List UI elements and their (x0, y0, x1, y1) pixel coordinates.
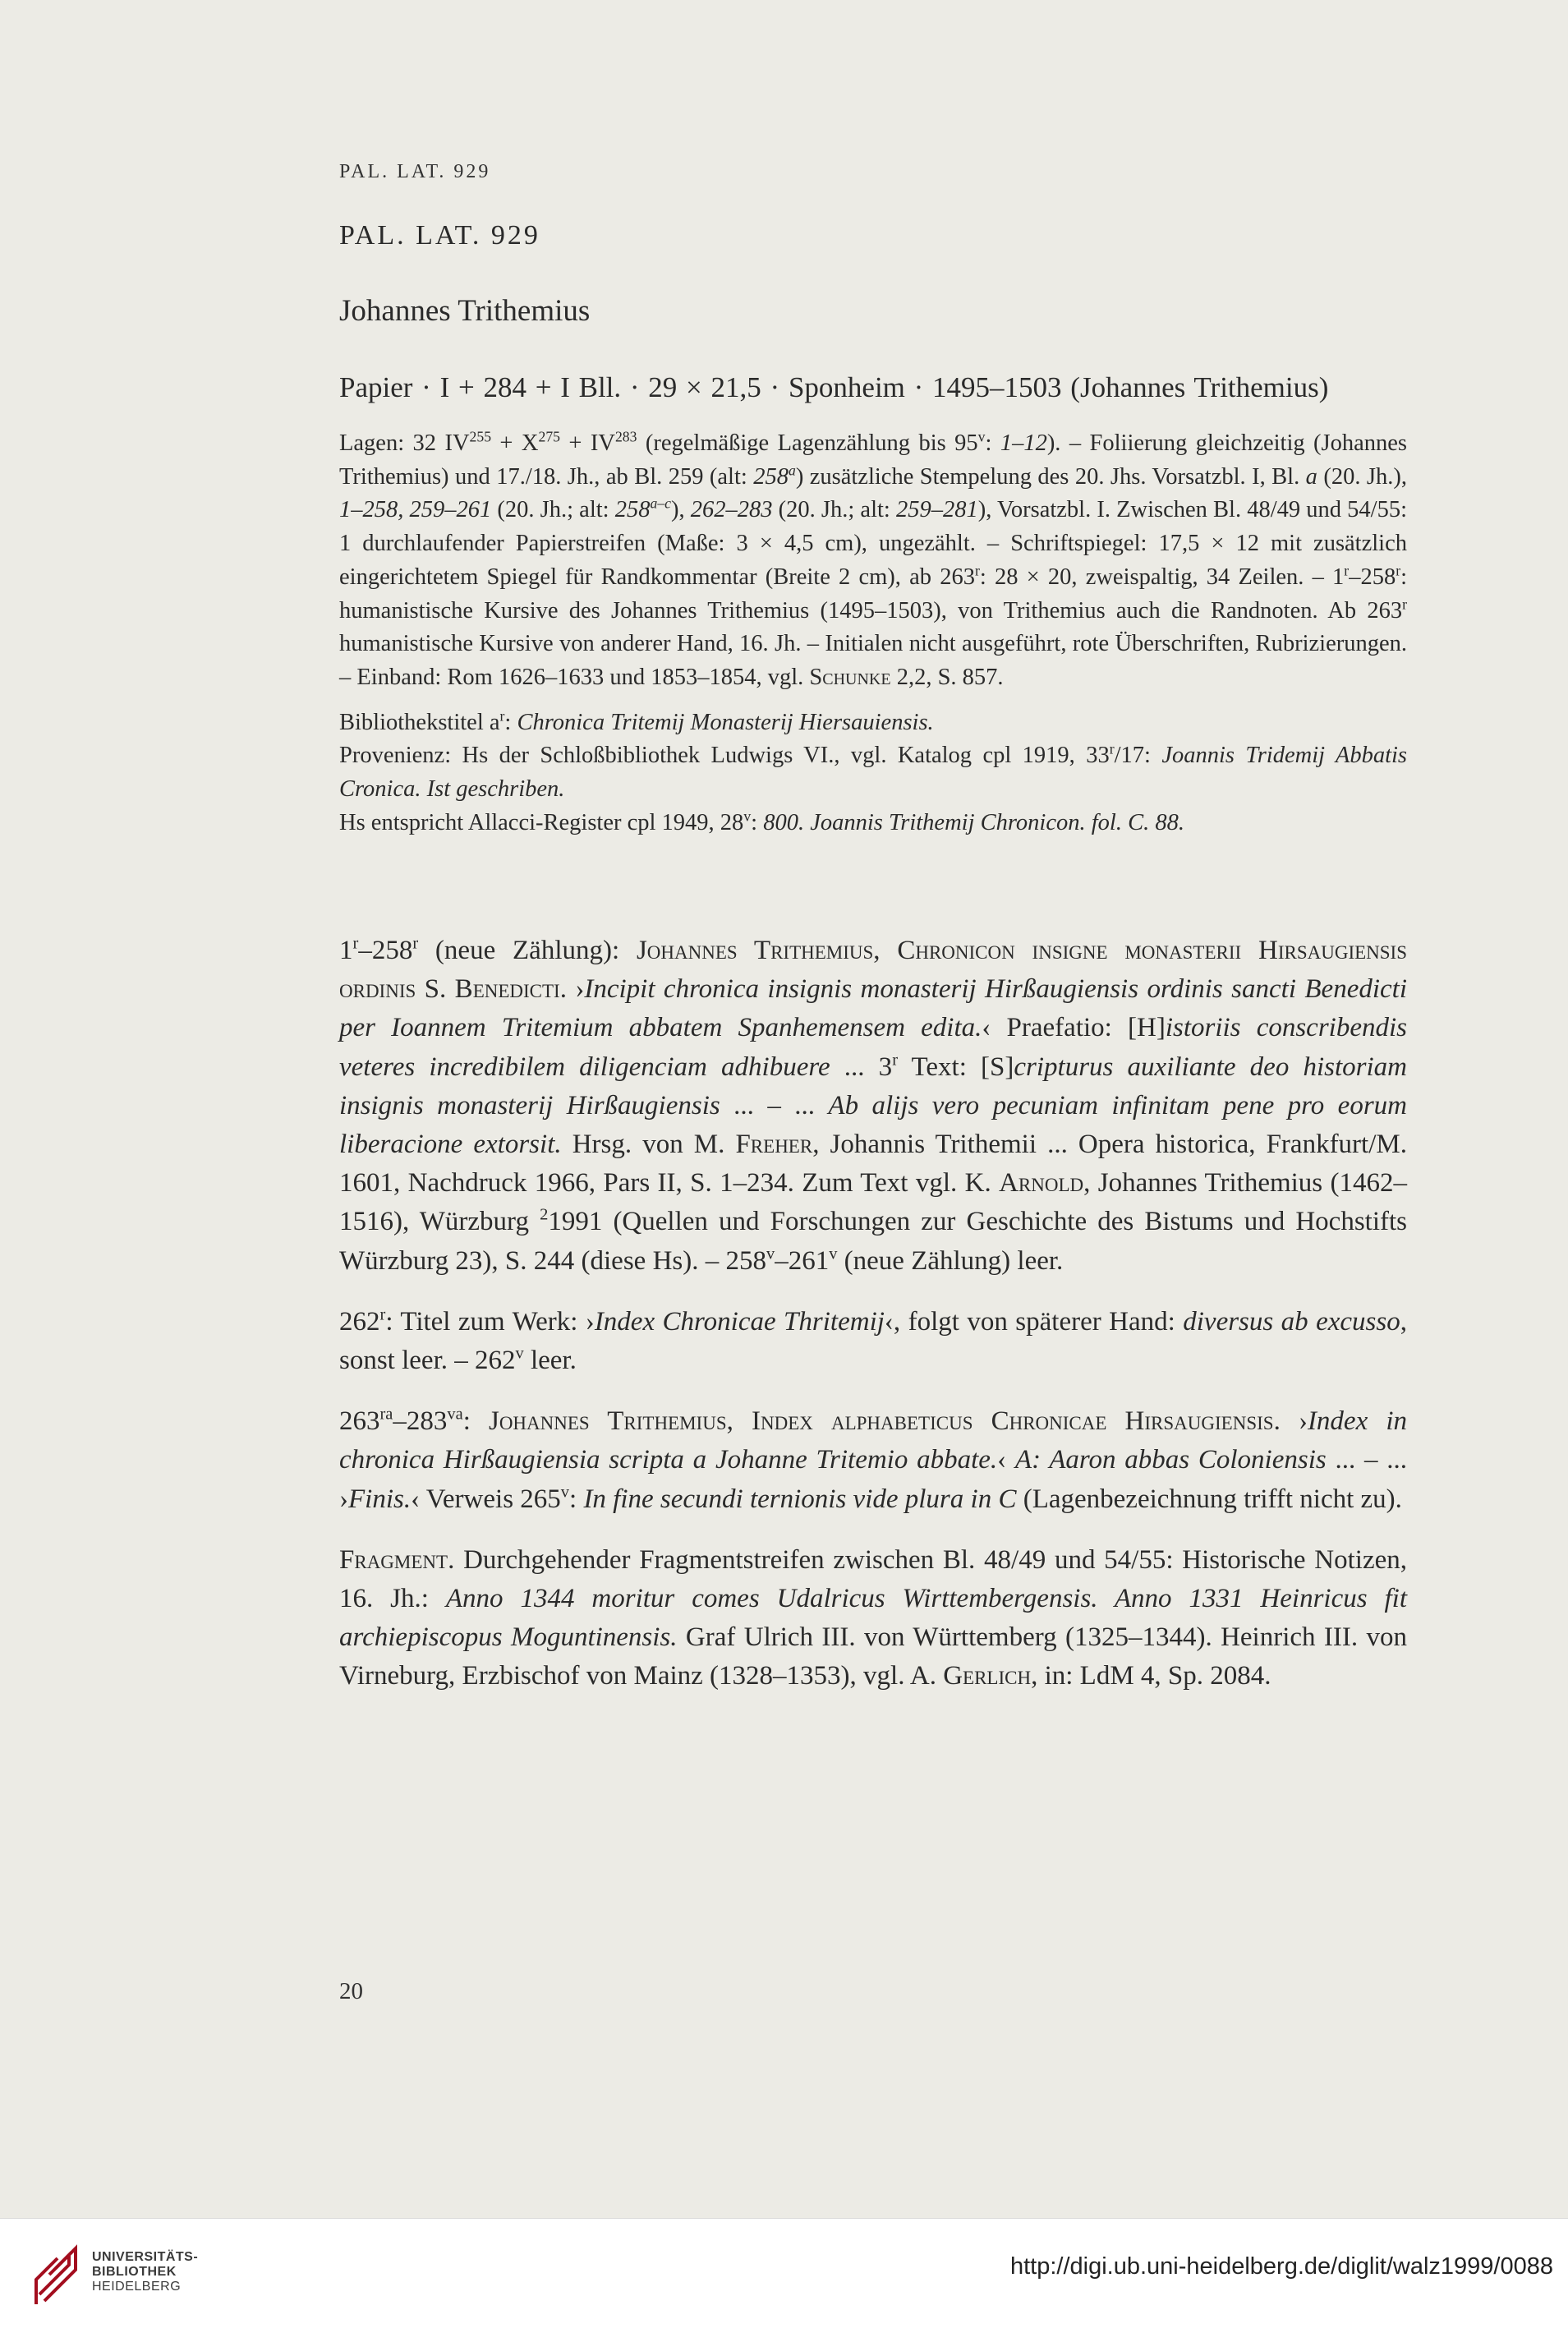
codicological-description (339, 427, 1407, 840)
content-item: 1$^r$–258$^r$ (neue Zählung): Johannes Trithemius, Chronicon insigne monasterii Hirsaugiensis ordinis S. Benedicti. ›Incipit chronica insignis monasterij Hirßaugiensis ordinis sancti Benedicti per Ioannem Tritemium abbatem Spanhemensem edita.‹ Praefatio: [H]istoriis conscribendis veteres incredibilem diligenciam adhibuere ... 3$^r$ Text: [S]cripturus auxiliante deo historiam insignis monasterij Hirßaugiensis ... – ... Ab alijs vero pecuniam infinitam pene pro eorum liberacione extorsit. Hrsg. von M. Freher, Johannis Trithemii ... Opera historica, Frankfurt/M. 1601, Nachdruck 1966, Pars II, S. 1–234. Zum Text vgl. K. Arnold, Johannes Trithemius (1462–1516), Würzburg $^2$1991 (Quellen und Forschungen zur Geschichte des Bistums und Hochstifts Würzburg 23), S. 244 (diese Hs). – 258$^v$–261$^v$ (neue Zählung) leer. (339, 934, 1408, 1276)
author-heading: Johannes Trithemius (339, 294, 591, 328)
footer-bar (0, 2218, 1568, 2333)
library-logo-icon (33, 2243, 84, 2308)
contents-section (339, 932, 1407, 1719)
running-head: PAL. LAT. 929 (339, 161, 491, 182)
shelfmark-heading: PAL. LAT. 929 (339, 220, 540, 251)
library-title-line: Bibliothekstitel $a^r$: Chronica Tritemij Monasterij Hiersauiensis. (339, 707, 934, 735)
page-number: 20 (339, 1978, 363, 2004)
content-item: Fragment. Durchgehender Fragmentstreifen zwischen Bl. 48/49 und 54/55: Historische Notizen, 16. Jh.: Anno 1344 moritur comes Udalricus Wirttembergensis. Anno 1331 Heinricus fit archiepiscopus Moguntinensis. Graf Ulrich III. von Württemberg (1325–1344). Heinrich III. von Virneburg, Erzbischof von Mainz (1328–1353), vgl. A. Gerlich, in: LdM 4, Sp. 2084. (339, 1544, 1408, 1691)
content-item: $263^{ra}-283^{va}$: Johannes Trithemius, Index alphabeticus Chronicae Hirsaugiensis. ›Index in chronica Hirßaugiensia scripta a Johanne Tritemio abbate.‹ A: Aaron abbas Coloniensis ... – ... ›Finis.‹ Verweis 265$^v$: In fine secundi ternionis vide plura in C (Lagenbezeichnung trifft nicht zu). (339, 1405, 1408, 1514)
content-item: 262$^r$: Titel zum Werk: ›Index Chronicae Thritemij‹, folgt von späterer Hand: diversus ab excusso, sonst leer. – 262$^v$ leer. (339, 1305, 1407, 1376)
allacci-line: Hs entspricht Allacci-Register cpl 1949, 28$^v$: 800. Joannis Trithemij Chronicon. fol. C. 88. (339, 808, 1184, 835)
library-name: UNIVERSITÄTS- BIBLIOTHEK HEIDELBERG (92, 2250, 199, 2294)
description-paragraph: Lagen: 32 $IV^{255} + X^{275} + IV^{283}$ (regelmäßige Lagenzählung bis 95$^v$: 1–12). – Foliierung gleichzeitig (Johannes Trithemius) und 17./18. Jh., ab Bl. 259 (alt: 258$^a$) zusätzliche Stempelung des 20. Jhs. Vorsatzbl. I, Bl. a (20. Jh.), 1–258, 259–261 (20. Jh.; alt: 258$^{a-c}$), 262–283 (20. Jh.; alt: 259–281), Vorsatzbl. I. Zwischen Bl. 48/49 und 54/55: 1 durchlaufender Papierstreifen (Maße: 3 × 4,5 cm), ungezählt. – Schriftspiegel: 17,5 × 12 mit zusätzlich eingerichtetem Spiegel für Randkommentar (Breite 2 cm), ab 263$^r$: 28 × 20, zweispaltig, 34 Zeilen. – 1$^r$–258$^r$: humanistische Kursive des Johannes Trithemius (1495–1503), von Trithemius auch die Randnoten. Ab 263$^r$ humanistische Kursive von anderer Hand, 16. Jh. – Initialen nicht ausgeführt, rote Überschriften, Rubrizierungen. – Einband: Rom 1626–1633 und 1853–1854, vgl. Schunke 2,2, S. 857. (339, 428, 1408, 690)
provenance-line: Provenienz: Hs der Schloßbibliothek Ludwigs VI., vgl. Katalog cpl 1919, 33$^r$/17: Joannis Tridemij Abbatis Cronica. Ist geschriben. (339, 740, 1407, 803)
physical-summary: Papier · I + 284 + I Bll. · 29 × 21,5 · Sponheim · 1495–1503 (Johannes Trithemius) (339, 371, 1329, 403)
permalink-url[interactable]: http://digi.ub.uni-heidelberg.de/diglit/walz1999/0088 (1009, 2253, 1553, 2280)
